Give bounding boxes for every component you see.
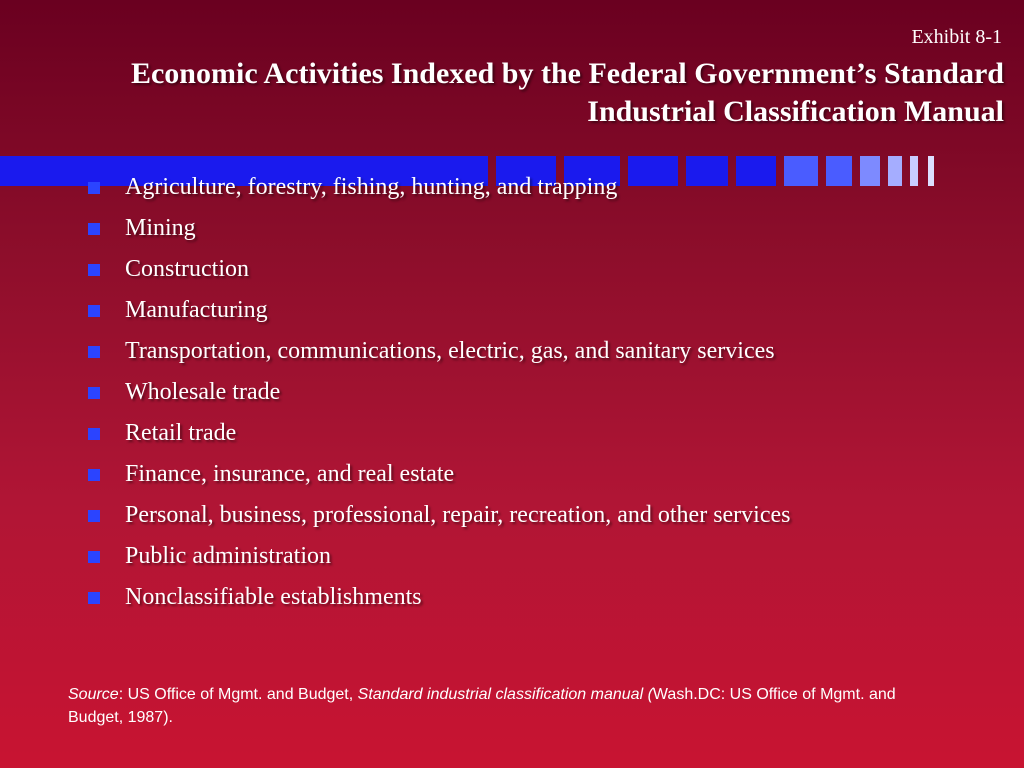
list-item-text: Manufacturing xyxy=(125,297,268,323)
list-item-text: Construction xyxy=(125,256,249,282)
bar-segment xyxy=(928,156,934,186)
list-item-text: Agriculture, forestry, fishing, hunting, and trapping xyxy=(125,174,618,200)
source-text-1: : US Office of Mgmt. and Budget, xyxy=(118,686,358,703)
list-item-text: Wholesale trade xyxy=(125,379,281,405)
square-bullet-icon xyxy=(88,551,100,563)
slide-title-line-2: Industrial Classification Manual xyxy=(587,95,1004,128)
square-bullet-icon xyxy=(88,469,100,481)
list-item-text: Transportation, communications, electric, gas, and sanitary services xyxy=(125,338,775,364)
bar-segment xyxy=(736,156,776,186)
source-book-title: Standard industrial classification manual ( xyxy=(357,686,653,703)
slide-title-line-1: Economic Activities Indexed by the Federal Government’s Standard xyxy=(130,57,1004,90)
exhibit-label: Exhibit 8-1 xyxy=(911,26,1002,48)
source-text-2: Wash.DC: US Office of Mgmt. and Budget, 1987). xyxy=(68,686,896,726)
slide-title xyxy=(4,55,1004,131)
source-note xyxy=(68,683,948,729)
square-bullet-icon xyxy=(88,264,100,276)
bar-segment xyxy=(784,156,818,186)
list-item-text: Mining xyxy=(125,215,196,241)
list-item-text: Personal, business, professional, repair, recreation, and other services xyxy=(125,502,791,528)
bar-segment xyxy=(628,156,678,186)
list-item-text: Nonclassifiable establishments xyxy=(125,584,422,610)
bar-segment xyxy=(826,156,852,186)
source-label: Source xyxy=(68,686,119,703)
square-bullet-icon xyxy=(88,387,100,399)
bar-segment xyxy=(910,156,918,186)
square-bullet-icon xyxy=(88,305,100,317)
square-bullet-icon xyxy=(88,223,100,235)
square-bullet-icon xyxy=(88,428,100,440)
list-item-text: Finance, insurance, and real estate xyxy=(125,461,455,487)
list-item-text: Retail trade xyxy=(125,420,237,446)
list-item-text: Public administration xyxy=(125,543,331,569)
square-bullet-icon xyxy=(88,510,100,522)
square-bullet-icon xyxy=(88,592,100,604)
bar-segment xyxy=(860,156,880,186)
bar-segment xyxy=(888,156,902,186)
bar-segment xyxy=(686,156,728,186)
square-bullet-icon xyxy=(88,182,100,194)
square-bullet-icon xyxy=(88,346,100,358)
